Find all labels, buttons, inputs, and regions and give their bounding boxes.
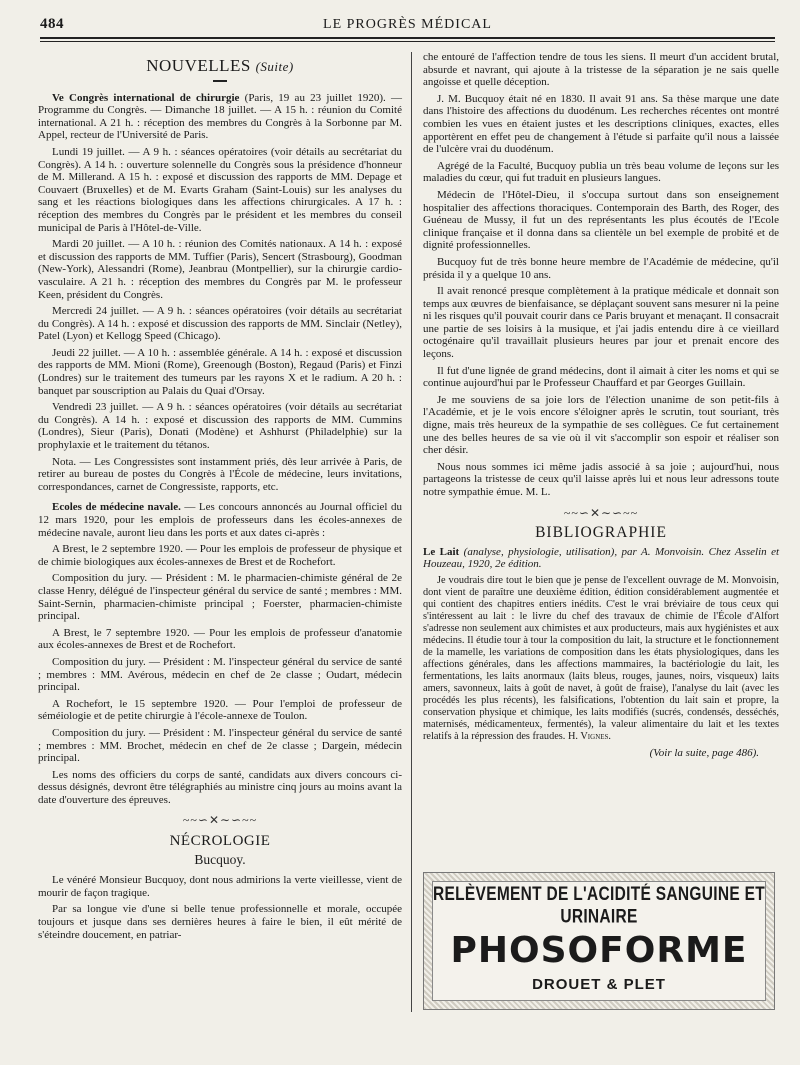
congres-programme: — Programme du Congrès. — Dimanche 18 juillet. — A 15 h. : réunion du Comité international. A 21 h. : réception des membres du Congrès à la Sorbonne par M. Appel, recteur de l'Université de Paris. bbox=[38, 91, 403, 142]
officiers-paragraph: Les noms des officiers du corps de santé, candidats aux divers concours ci-dessus désignés, devront être télégraphiés au ministre cinq jours au moins avant la date d'ouverture des épreuves. bbox=[38, 768, 402, 806]
necro-paragraph-10: Nous nous sommes ici même jadis associé à sa joie ; aujourd'hui, nous partageons la tristesse de ceux qu'il laisse après lui et nous leur adressons toute notre sympathie émue. M. L. bbox=[423, 460, 779, 498]
voir-suite: (Voir la suite, page 486). bbox=[649, 746, 759, 759]
brest1-paragraph: A Brest, le 2 septembre 1920. — Pour les emplois de professeur de physique et de chimie biologiques aux écoles-annexes de Brest et de Rochefort. bbox=[38, 543, 402, 568]
necro-signature: M. L. bbox=[525, 486, 551, 498]
ornament: ~~∽✕∼∽~~ bbox=[182, 813, 258, 828]
congres-paragraph bbox=[38, 92, 402, 142]
page-number: 484 bbox=[40, 16, 64, 32]
left-column bbox=[38, 58, 402, 945]
nouvelles-suffix: (Suite) bbox=[255, 59, 294, 74]
congres-head-rest: (Paris, 19 au 23 juillet 1920). bbox=[239, 91, 386, 104]
congres-head: Ve Congrès international de chirurgie bbox=[52, 91, 240, 104]
ad-panel bbox=[432, 881, 766, 1001]
lundi-paragraph: Lundi 19 juillet. — A 9 h. : séances opératoires (voir détails au secrétariat du Congrès). A 14 h. : ouverture solennelle du Congrès sous la présidence d'honneur de M. Millerand. A 15 h. : exposé et discussion des rapports de MM. Depage et Couvaert (Bruxelles) et de M. Evarts Graham (Saint-Louis) sur les analyses du sang et les réactions biologiques dans les affections chirurgicales. A 17 h. : réception des membres du Congrès par le président et les membres du conseil municipal de Paris à l'Hôtel-de-Ville. bbox=[38, 145, 402, 234]
column-divider bbox=[411, 52, 412, 1012]
lait-heading bbox=[423, 546, 779, 571]
necro-paragraph-6: Bucquoy fut de très bonne heure membre de l'Académie de médecine, qu'il présida il y a quelque 10 ans. bbox=[423, 255, 779, 281]
necro-paragraph-1: Le vénéré Monsieur Bucquoy, dont nous admirions la verte vieillesse, vient de mourir de façon tragique. bbox=[38, 874, 402, 899]
necro-paragraph-9: Je me souviens de sa joie lors de l'élection unanime de son petit-fils à l'Académie, et je le vois encore s'éloigner après le scrutin, tout souriant, très digne, mais très heureux de la sympathie de ses collègues. Ce fut certainement une des belles heures de sa vie où il vit s'accomplir son espoir et réaliser son cher désir. bbox=[423, 393, 779, 457]
header-rule bbox=[40, 37, 775, 42]
necro-paragraph-2: Par sa longue vie d'une si belle tenue professionnelle et morale, occupée toujours et jusque dans ses dernières heures à faire le bien, il eût mérité de s'éteindre doucement, en patriar- bbox=[38, 903, 402, 941]
phosoforme-advertisement bbox=[423, 872, 775, 1010]
journal-title: LE PROGRÈS MÉDICAL bbox=[323, 17, 492, 32]
lait-signature: H. Vignes. bbox=[567, 730, 611, 742]
necro-paragraph-7: Il avait renoncé presque complètement à la pratique médicale et donnait son temps aux œuvres de bienfaisance, se déplaçant souvent sans mesurer ni la peine ni les risques qu'il pouvait courir dans ce Paris bruyant et menaçant. Il consacrait une partie de ses loisirs à la musique, et j'ai jadis entendu dire à ce vieillard octogénaire qu'il travaillait plusieurs heures par jour et prenait encore des leçons. bbox=[423, 285, 779, 361]
right-column bbox=[423, 51, 779, 760]
rochefort-paragraph: A Rochefort, le 15 septembre 1920. — Pour l'emploi de professeur de séméiologie et de petite chirurgie à l'école-annexe de Toulon. bbox=[38, 697, 402, 723]
nouvelles-title: NOUVELLES (Suite) bbox=[146, 56, 294, 75]
ornament: ~~∽✕∼∽~~ bbox=[563, 505, 639, 520]
ad-tagline: RELÈVEMENT DE L'ACIDITÉ SANGUINE ET URINAIRE bbox=[433, 883, 765, 928]
lait-review: Je voudrais dire tout le bien que je pense de l'excellent ouvrage de M. Monvoisin, dont vient de paraître une deuxième édition, édition considérablement augmentée et qui contient des chapitres entiers inédits. C'est le vrai bréviaire de tous ceux qui s'intéressent au lait : le livre du chef des travaux de chimie de l'École d'Alfort s'adresse non seulement aux chimistes et aux producteurs, mais aux hygiénistes et aux médecins. Il étudie tour à tour la composition du lait, la structure et le fonctionnement de la mamelle, les variations de composition dans les états physiologiques, dans les affections générales, dans les affections mammaires, la bactériologie du lait, les fermentations, les laits anormaux (laits bleus, rouges, jaunes, noirs, visqueux) laits amers, savonneux, laits à goût de navet, à goût de fraise), l'analyse du lait (avec les procédés les plus récents), les falsifications, l'obtention du lait sain et propre, la conservation physique et chimique, les laits modifiés (sucrés, condensés, desséchés, maternisés, médicamenteux, fermentés), la valeur alimentaire du lait et les textes relatifs à la répression des fraudes. H. Vignes. bbox=[423, 574, 779, 742]
mercredi-paragraph: Mercredi 24 juillet. — A 9 h. : séances opératoires (voir détails au secrétariat du Congrès). A 14 h. : exposé et discussion des rapports de MM. Sinclair (Netley), Patel (Lyon) et Kellogg Speed (Chicago). bbox=[38, 305, 402, 343]
jury1-paragraph: Composition du jury. — Président : M. le pharmacien-chimiste général de 2e classe Henry, délégué de l'inspecteur général du service de santé ; membres : MM. Saint-Sernin, pharmacien-chimiste principal ; Foerster, pharmacien-chimiste principal. bbox=[38, 572, 402, 623]
page-header bbox=[40, 16, 775, 36]
vendredi-paragraph: Vendredi 23 juillet. — A 9 h. : séances opératoires (voir détails au secrétariat du Congrès). A 14 h. : exposé et discussion des rapports de MM. Cummins (Londres), Sieur (Paris), Donati (Modène) et Ashhurst (Philadelphie) sur la prophylaxie et le traitement du tétanos. bbox=[38, 401, 402, 452]
lait-sub: (analyse, physiologie, utilisation), par A. Monvoisin. Chez Asselin et Houzeau, 1920, 2e édition. bbox=[423, 545, 780, 571]
bibliographie-title: BIBLIOGRAPHIE bbox=[535, 524, 667, 542]
necro-paragraph-4: Agrégé de la Faculté, Bucquoy publia un très beau volume de leçons sur les maladies du cœur, qui fut traduit en plusieurs langues. bbox=[423, 159, 779, 185]
jeudi-paragraph: Jeudi 22 juillet. — A 10 h. : assemblée générale. A 14 h. : exposé et discussion des rapports de MM. Mioni (Rome), Greenough (Boston), Regaud (Paris) et Finzi (Londres) sur le traitement des tumeurs par les rayons X et le radium. A 20 h. : banquet par souscription au Palais du Quai d'Orsay. bbox=[38, 346, 402, 397]
ecoles-text: — Les concours annoncés au Journal officiel du 12 mars 1920, pour les emplois de professeurs dans les écoles-annexes de médecine navale, auront lieu dans les ports et aux dates ci-après : bbox=[38, 501, 402, 539]
necro-paragraph-3: J. M. Bucquoy était né en 1830. Il avait 91 ans. Sa thèse marque une date dans l'histoire des affections du duodénum. Les recherches récentes ont montré combien les vues en étaient justes et les descriptions cliniques, exactes, elles apportèrent en effet peu de changement à l'étude si parfaite qu'il nous a laissée de l'ulcère vrai du duodénum. bbox=[423, 92, 779, 156]
necro-paragraph-5: Médecin de l'Hôtel-Dieu, il s'occupa surtout dans son enseignement hospitalier des affections thoraciques. Contemporain des Barth, des Roger, des Guéneau de Mussy, il fut un des représentants les plus écoutés de l'Ecole clinique française et il donna dans sa clientèle un bel exemple de probité et de dignité professionnelles. bbox=[423, 188, 779, 252]
ad-product-name: PHOSOFORME bbox=[450, 930, 748, 971]
ecoles-head: Ecoles de médecine navale. bbox=[52, 501, 181, 514]
lait-head: Le Lait bbox=[423, 545, 460, 558]
ecoles-paragraph bbox=[38, 501, 402, 539]
ad-maker: DROUET & PLET bbox=[532, 976, 666, 993]
brest2-paragraph: A Brest, le 7 septembre 1920. — Pour les emplois de professeur d'anatomie aux écoles-annexes de Brest et de Rochefort. bbox=[38, 626, 402, 652]
title-dash bbox=[213, 80, 227, 82]
mardi-paragraph: Mardi 20 juillet. — A 10 h. : réunion des Comités nationaux. A 14 h. : exposé et discussion des rapports de MM. Tuffier (Paris), Sencert (Strasbourg), Goodman (New-York), Alessandri (Rome), Jeanbrau (Montpellier), sur la chirurgie cardio-vasculaire. A 21 h. : réception des membres du Congrès par M. le professeur Keen, président du Congrès. bbox=[38, 238, 402, 301]
nota-paragraph: Nota. — Les Congressistes sont instamment priés, dès leur arrivée à Paris, de retirer au bureau de postes du Congrès à l'École de médecine, leurs invitations, correspondances, carnet de Congressiste, rapports, etc. bbox=[38, 455, 402, 493]
necro-paragraph-8: Il fut d'une lignée de grand médecins, dont il aimait à citer les noms et qui se continue aujourd'hui par le Professeur Chauffard et par Georges Guillain. bbox=[423, 364, 779, 390]
jury2-paragraph: Composition du jury. — Président : M. l'inspecteur général du service de santé ; membres : MM. Avérous, médecin en chef de 2e classe ; Oudart, médecin principal. bbox=[38, 655, 402, 694]
necrologie-title: NÉCROLOGIE bbox=[169, 833, 271, 850]
jury3-paragraph: Composition du jury. — Président : M. l'inspecteur général du service de santé ; membres : MM. Brochet, médecin en chef de 2e classe ; Dargein, médecin principal. bbox=[38, 726, 402, 765]
bucquoy-title: Bucquoy. bbox=[194, 851, 246, 867]
necro-continuation: che entouré de l'affection tendre de tous les siens. Il meurt d'un accident brutal, absurde et navrant, qui ajoute à la tristesse de la séparation je ne sais quelle angoisse et quelle déception. bbox=[423, 51, 779, 89]
